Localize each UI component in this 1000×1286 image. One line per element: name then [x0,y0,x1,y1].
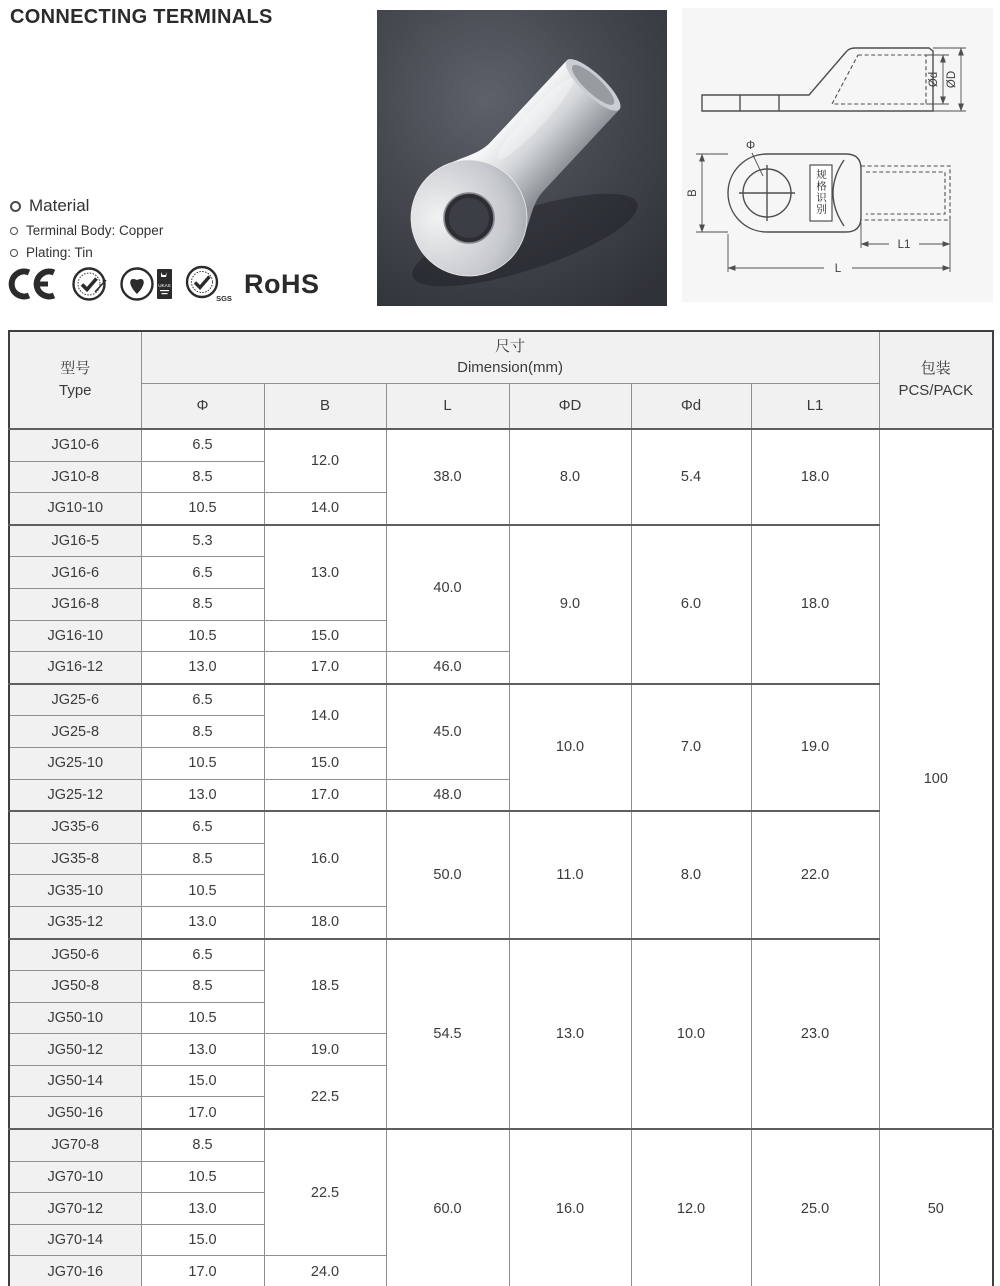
material-item: Plating: Tin [26,245,93,260]
type-cell: JG16-8 [9,588,141,620]
col-header-type [9,331,141,429]
value-cell: 18.0 [751,429,879,525]
value-cell: 10.5 [141,493,264,525]
col-header-type-zh: 型号 [60,360,91,378]
value-cell: 17.0 [264,779,386,811]
value-cell: 19.0 [264,1034,386,1066]
value-cell: 18.0 [751,525,879,684]
type-cell: JG25-6 [9,684,141,716]
material-item-row [10,223,163,238]
value-cell: 6.5 [141,811,264,843]
check-badge-icon [68,263,110,305]
col-header-b: B [264,383,386,429]
type-cell: JG50-6 [9,939,141,971]
dim-label-b: B [687,189,699,197]
col-header-dim-zh: 尺寸 [495,337,526,355]
value-cell: 13.0 [509,939,631,1130]
value-cell: 50.0 [386,811,509,938]
col-header-pack-zh: 包装 [920,360,951,378]
type-cell: JG70-8 [9,1129,141,1161]
table-row [9,939,993,971]
value-cell: 24.0 [264,1256,386,1286]
type-cell: JG25-8 [9,716,141,748]
ce-mark-icon [8,266,58,302]
spec-tag-label: 规格识别 [815,169,827,215]
value-cell: 22.5 [264,1065,386,1129]
type-cell: JG16-6 [9,557,141,589]
value-cell: 9.0 [509,525,631,684]
value-cell: 13.0 [141,779,264,811]
value-cell: 45.0 [386,684,509,779]
col-header-type-en: Type [58,382,92,399]
bullet-icon [10,227,18,235]
value-cell: 15.0 [141,1065,264,1097]
type-cell: JG16-12 [9,652,141,684]
type-cell: JG25-10 [9,747,141,779]
value-cell: 8.5 [141,1129,264,1161]
value-cell: 17.0 [264,652,386,684]
type-cell: JG16-5 [9,525,141,557]
value-cell: 8.5 [141,716,264,748]
subheader-row [9,383,993,429]
value-cell: 10.0 [631,939,751,1130]
type-cell: JG50-12 [9,1034,141,1066]
value-cell: 8.5 [141,588,264,620]
type-cell: JG25-12 [9,779,141,811]
col-header-dim-en: Dimension(mm) [457,359,563,377]
value-cell: 10.5 [141,1002,264,1034]
type-cell: JG35-12 [9,906,141,938]
value-cell: 14.0 [264,493,386,525]
value-cell: 14.0 [264,684,386,748]
type-cell: JG10-10 [9,493,141,525]
certification-row [8,261,320,307]
type-cell: JG35-8 [9,843,141,875]
value-cell: 11.0 [509,811,631,938]
value-cell: 10.5 [141,747,264,779]
value-cell: 13.0 [141,1034,264,1066]
table-row [9,525,993,557]
type-cell: JG70-12 [9,1193,141,1225]
material-item-row [10,245,163,260]
type-cell: JG50-8 [9,971,141,1003]
value-cell: 100 [879,429,993,1129]
value-cell: 12.0 [264,429,386,493]
value-cell: 50 [879,1129,993,1286]
value-cell: 13.0 [141,906,264,938]
type-cell: JG35-6 [9,811,141,843]
col-header-pack [879,331,993,429]
col-header-l: L [386,383,509,429]
value-cell: 6.0 [631,525,751,684]
value-cell: 5.4 [631,429,751,525]
type-cell: JG50-16 [9,1097,141,1129]
value-cell: 5.3 [141,525,264,557]
value-cell: 48.0 [386,779,509,811]
table-row [9,684,993,716]
rohs-label: RoHS [244,268,320,299]
value-cell: 15.0 [264,747,386,779]
value-cell: 40.0 [386,525,509,652]
value-cell: 10.0 [509,684,631,811]
type-cell: JG16-10 [9,620,141,652]
dim-label-phi: Φ [746,140,756,152]
value-cell: 10.5 [141,620,264,652]
dim-label-od-inner: Ød [928,71,940,88]
table-row [9,429,993,461]
value-cell: 8.5 [141,971,264,1003]
value-cell: 8.5 [141,843,264,875]
value-cell: 22.5 [264,1129,386,1256]
type-cell: JG70-16 [9,1256,141,1286]
value-cell: 16.0 [264,811,386,906]
col-header-pack-en: PCS/PACK [898,382,974,399]
ukas-label: UKAS [158,283,171,288]
value-cell: 10.5 [141,1161,264,1193]
type-cell: JG35-10 [9,875,141,907]
value-cell: 25.0 [751,1129,879,1286]
value-cell: 17.0 [141,1256,264,1286]
dim-label-od-outer: ØD [946,70,958,89]
value-cell: 10.5 [141,875,264,907]
bullet-icon [10,249,18,257]
table-row [9,1129,993,1161]
table-row [9,811,993,843]
value-cell: 15.0 [264,620,386,652]
value-cell: 12.0 [631,1129,751,1286]
material-item: Terminal Body: Copper [26,223,164,238]
col-header-phi-d-inner: Φd [631,383,751,429]
product-photo [377,10,667,306]
dim-label-l1: L1 [897,239,911,251]
col-header-dimension [141,331,879,383]
header-row [9,331,993,383]
value-cell: 18.0 [264,906,386,938]
type-cell: JG50-10 [9,1002,141,1034]
bullet-icon [10,201,21,212]
side-view-outline [702,48,933,111]
value-cell: 19.0 [751,684,879,811]
sgs-badge-icon [184,263,234,305]
type-cell: JG70-14 [9,1224,141,1256]
value-cell: 6.5 [141,429,264,461]
value-cell: 8.0 [509,429,631,525]
type-cell: JG70-10 [9,1161,141,1193]
value-cell: 54.5 [386,939,509,1130]
type-cell: JG10-6 [9,429,141,461]
value-cell: 8.0 [631,811,751,938]
material-heading-row [10,196,163,216]
spec-table [8,330,994,1286]
dim-label-l: L [834,263,842,275]
material-section [10,196,163,267]
type-cell: JG50-14 [9,1065,141,1097]
ukas-badge-icon [120,263,174,305]
value-cell: 22.0 [751,811,879,938]
value-cell: 8.5 [141,461,264,493]
value-cell: 13.0 [141,652,264,684]
value-cell: 13.0 [264,525,386,620]
col-header-l1: L1 [751,383,879,429]
value-cell: 6.5 [141,557,264,589]
value-cell: 6.5 [141,684,264,716]
value-cell: 38.0 [386,429,509,525]
col-header-phi: Φ [141,383,264,429]
page-title: CONNECTING TERMINALS [10,6,273,28]
value-cell: 46.0 [386,652,509,684]
material-heading: Material [29,196,90,215]
value-cell: 18.5 [264,939,386,1034]
sgs-label: SGS [216,294,232,303]
col-header-phi-d-outer: ΦD [509,383,631,429]
value-cell: 23.0 [751,939,879,1130]
type-cell: JG10-8 [9,461,141,493]
dimension-drawing [682,8,993,302]
value-cell: 60.0 [386,1129,509,1286]
value-cell: 17.0 [141,1097,264,1129]
value-cell: 16.0 [509,1129,631,1286]
value-cell: 7.0 [631,684,751,811]
value-cell: 13.0 [141,1193,264,1225]
value-cell: 6.5 [141,939,264,971]
value-cell: 15.0 [141,1224,264,1256]
